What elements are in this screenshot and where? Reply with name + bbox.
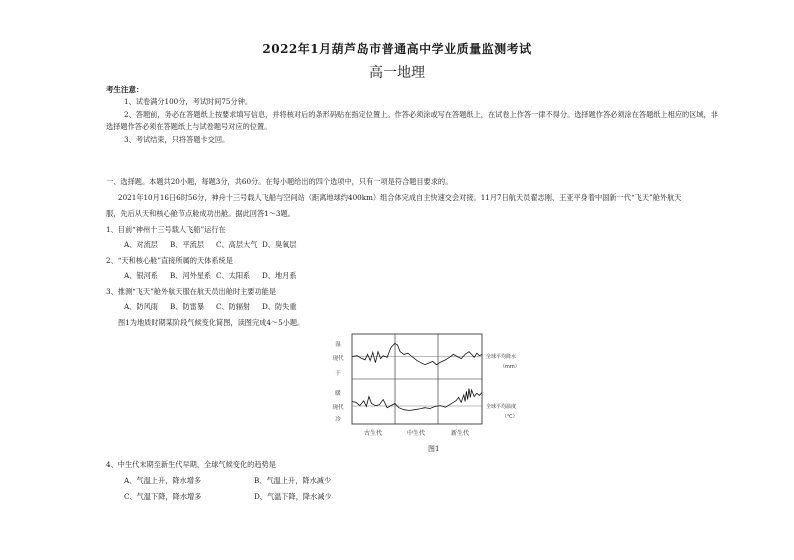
question-options <box>124 492 384 502</box>
figure-intro: 图1为地质时期某阶段气候变化简图，读图完成4～5小题。 <box>118 318 305 327</box>
era-label: 新生代 <box>450 430 470 437</box>
option: A、防风雨 <box>124 302 158 311</box>
option: C、防辐射 <box>216 302 251 311</box>
left-label-dry: 干 <box>335 371 341 377</box>
option: C、高层大气 <box>216 240 258 249</box>
climate-chart <box>322 328 562 444</box>
left-label-modern: 现代 <box>332 405 344 411</box>
notice-label: 考生注意： <box>106 85 144 94</box>
figure-caption: 图1 <box>428 445 440 453</box>
option: A、气温上升，降水增多 <box>124 476 202 485</box>
left-label-warm: 暖 <box>335 391 341 397</box>
question-stem: 1、目前“神州十三号载人飞船”运行在 <box>106 225 226 234</box>
era-label: 中生代 <box>406 430 426 437</box>
question-stem: 2、“天和核心舱”直接所属的天体系统是 <box>106 256 233 265</box>
option: B、防雷暴 <box>170 302 205 311</box>
notice-item: 选择题作答必须在答题纸上与试卷题号对应的位置。 <box>106 122 272 131</box>
option: B、气温上升，降水减少 <box>254 476 332 485</box>
right-label-temp-unit: （℃） <box>502 414 518 420</box>
left-label-cold: 冷 <box>335 417 341 423</box>
section-heading: 一、选择题。本题共20小题，每题3分，共60分。在每小题给出的四个选项中，只有一项是符合题目要求的。 <box>106 177 453 186</box>
option: B、平流层 <box>170 240 205 249</box>
left-label-wet: 湿 <box>335 342 341 348</box>
notice-item: 1、试卷满分100分，考试时间75分钟。 <box>124 97 253 106</box>
right-label-temp: 全球平均温度 <box>486 404 517 410</box>
option: A、对流层 <box>124 240 158 249</box>
question-options <box>124 240 308 250</box>
option: D、地月系 <box>262 271 297 280</box>
left-label-modern: 现代 <box>332 356 344 362</box>
exam-subtitle: 高一地理 <box>369 65 425 81</box>
option: A、银河系 <box>124 271 158 280</box>
question-stem: 4、中生代末期至新生代早期，全球气候变化的趋势是 <box>106 460 276 469</box>
option: D、防失重 <box>262 302 297 311</box>
question-options <box>124 271 308 281</box>
notice-item: 3、考试结束，只将答题卡交回。 <box>124 135 230 144</box>
option: C、气温下降，降水增多 <box>124 492 202 501</box>
option: B、河外星系 <box>170 271 212 280</box>
option: D、臭氧层 <box>262 240 297 249</box>
exam-title: 2022年1月葫芦岛市普通高中学业质量监测考试 <box>262 42 532 56</box>
question-options <box>124 302 308 312</box>
precipitation-series-line <box>352 343 482 364</box>
passage-line: 服，先后从天和核心舱节点舱成功出舱。据此回答1～3题。 <box>106 209 295 218</box>
passage-line: 2021年10月16日6时56分，神舟十三号载人飞船与空间站（距离地球约400km）组合体完成自主快速交会对接。11月7日航天员翟志刚、王亚平身着中国新一代“飞天”舱外航天 <box>118 193 682 202</box>
option: C、太阳系 <box>216 271 251 280</box>
notice-item: 2、答题前，务必在答题纸上按要求填写信息，并将核对后的条形码贴在指定位置上。作答必须涂或写在答题纸上，在试卷上作答一律不得分。选择题作答必须涂在答题纸上相应的区域，非 <box>124 110 718 119</box>
question-options <box>124 476 384 486</box>
era-label: 古生代 <box>363 430 383 437</box>
right-label-precip-unit: （mm） <box>500 364 520 370</box>
question-stem: 3、推测“飞天”舱外航天服在航天员出舱时主要功能是 <box>106 287 277 296</box>
right-label-precip: 全球平均降水 <box>486 354 517 360</box>
option: D、气温下降，降水减少 <box>254 492 332 501</box>
temperature-series-line <box>352 388 482 410</box>
